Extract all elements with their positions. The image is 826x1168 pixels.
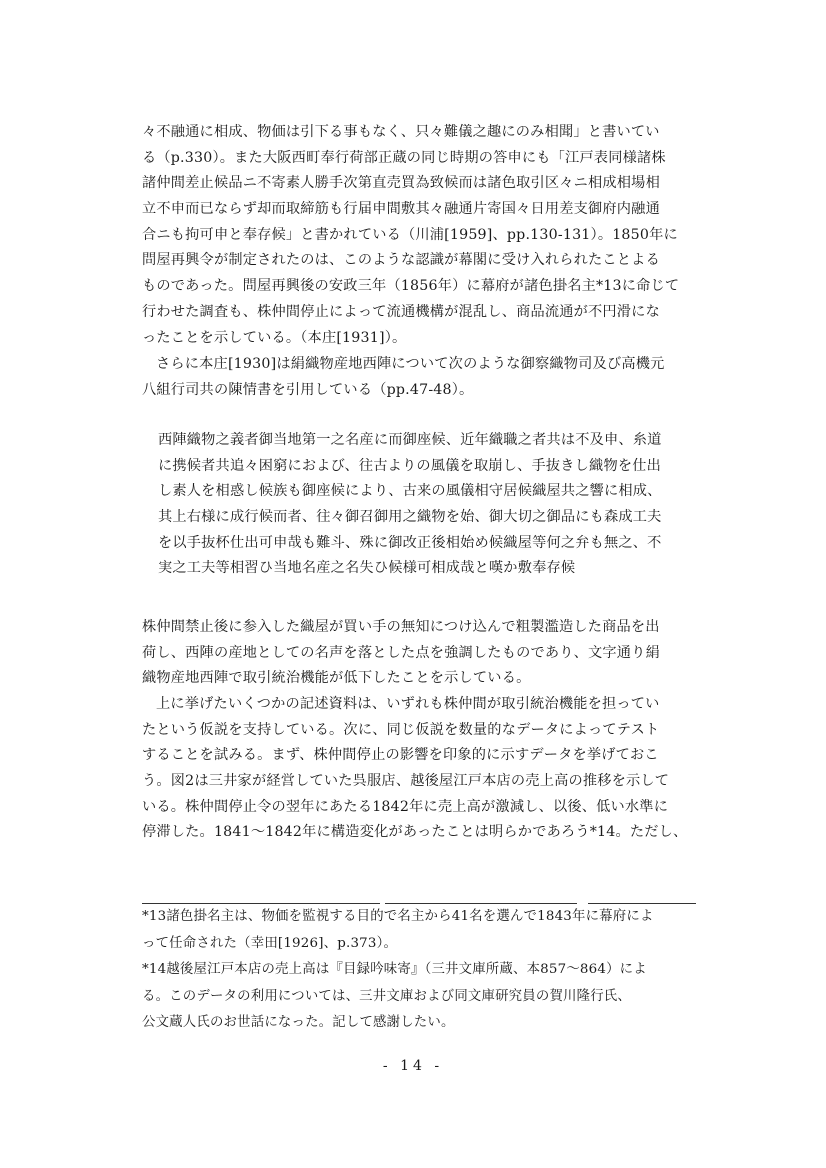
footnote-line: 公文蔵人氏のお世話になった。記して感謝したい。 — [142, 1015, 455, 1030]
paragraph-3 — [142, 615, 698, 692]
text-line: することを試みる。まず、株仲間停止の影響を印象的に示すデータを挙げておこ — [142, 747, 659, 764]
text-line: う。図2は三井家が経営していた呉服店、越後屋江戸本店の売上高の推移を示して — [142, 773, 670, 790]
paragraph-2 — [142, 352, 698, 403]
quote-line: 実之工夫等相習ひ当地名産之名失ひ候様可相成哉と嘆か敷奉存候 — [158, 560, 576, 577]
text-line: 問屋再興令が制定されたのは、このような認識が幕閣に受け入れられたことよる — [142, 252, 660, 269]
footnote-line: って任命された（幸田[1926]、p.373）。 — [142, 935, 398, 951]
text-line: たという仮説を支持している。次に、同じ仮説を数量的なデータによってテスト — [142, 721, 660, 738]
quote-line: 西陣織物之義者御当地第一之名産に而御座候、近年織職之者共は不及申、糸道 — [158, 432, 662, 448]
text-line: 諸仲間差止候品ニ不寄素人勝手次第直売買為致候而は諸色取引区々ニ相成相場相 — [142, 175, 660, 192]
footnote-line: る。このデータの利用については、三井文庫および同文庫研究員の賀川隆行氏、 — [142, 988, 631, 1004]
text-line: 荷し、西陣の産地としての名声を落とした点を強調したものであり、文字通り絹 — [142, 644, 660, 661]
quote-line: に携候者共追々困窮におよび、往古よりの風儀を取崩し、手抜きし織物を仕出 — [158, 457, 661, 474]
quote-line: を以手抜杯仕出可申哉も難斗、殊に御改正後相始め候織屋等何之弁も無之、不 — [158, 534, 662, 551]
text-line: 々不融通に相成、物価は引下る事もなく、只々難儀之趣にのみ相聞」と書いてい — [142, 124, 660, 140]
paragraph-4 — [142, 692, 698, 846]
text-line: 合ニも拘可申と奉存候」と書かれている（川浦[1959]、pp.130-131）。1850年に — [142, 226, 678, 243]
quote-line: し素人を相惑し候族も御座候により、古来の風儀相守居候織屋共之響に相成、 — [158, 483, 662, 500]
text-line: る（p.330）。また大阪西町奉行荷部正蔵の同じ時期の答申にも「江戸表同様諸株 — [142, 149, 666, 166]
text-line: 八組行司共の陳情書を引用している（pp.47-48）。 — [142, 381, 474, 398]
text-line: 立不申而已ならず却而取締筋も行届申間敷其々融通片寄国々日用差支御府内融通 — [142, 201, 660, 218]
footnote-line: *13諸色掛名主は、物価を監視する目的で名主から41名を選んで1843年に幕府によ — [142, 909, 654, 924]
text-line: 株仲間禁止後に参入した織屋が買い手の無知につけ込んで粗製濫造した商品を出 — [142, 619, 660, 635]
page-number: - 14 - — [382, 1058, 444, 1074]
text-line: 上に挙げたいくつかの記述資料は、いずれも株仲間が取引統治機能を担ってい — [156, 696, 660, 712]
text-line: 行わせた調査も、株仲間停止によって流通機構が混乱し、商品流通が不円滑にな — [142, 303, 660, 320]
text-line: いる。株仲間停止令の翌年にあたる1842年に売上高が激減し、以後、低い水準に — [142, 798, 669, 815]
footnotes — [142, 904, 698, 1037]
text-line: ったことを示している。（本庄[1931]）。 — [142, 329, 407, 346]
paragraph-1 — [142, 120, 698, 351]
text-line: 停滞した。1841～1842年に構造変化があったことは明らかであろう*14。ただし、 — [142, 824, 688, 841]
text-line: ものであった。問屋再興後の安政三年（1856年）に幕府が諸色掛名主*13に命じて — [142, 278, 680, 295]
text-line: さらに本庄[1930]は絹織物産地西陣について次のような御察織物司及び高機元 — [156, 356, 665, 372]
text-line: 織物産地西陣で取引統治機能が低下したことを示している。 — [142, 670, 531, 687]
quote-line: 其上右様に成行候而者、往々御召御用之織物を始、御大切之御品にも森成工夫 — [158, 509, 662, 526]
block-quote — [142, 428, 698, 582]
footnote-line: *14越後屋江戸本店の売上高は『目録吟味寄』（三井文庫所蔵、本857～864）によ — [142, 962, 647, 977]
